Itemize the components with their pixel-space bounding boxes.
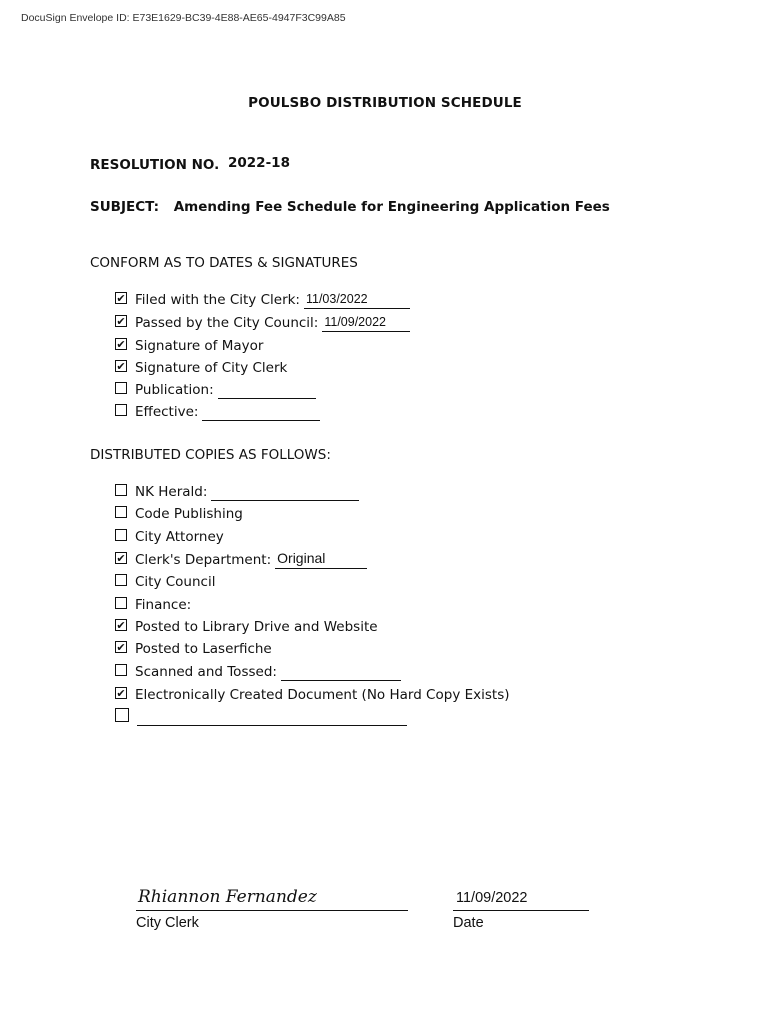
checkbox-publication[interactable]: [115, 382, 127, 394]
dist-item-electronic-document: [115, 685, 510, 705]
conform-item-label: Passed by the City Council:: [135, 315, 319, 331]
conform-item-passed: [115, 313, 410, 333]
dist-item-label: Electronically Created Document (No Hard Copy Exists): [135, 687, 510, 703]
conform-item-effective: [115, 402, 320, 422]
check-mark-icon: ✔: [116, 337, 126, 351]
check-mark-icon: ✔: [116, 314, 126, 328]
filed-date-field[interactable]: [304, 291, 410, 309]
conform-heading: CONFORM AS TO DATES & SIGNATURES: [90, 255, 358, 271]
dist-item-city-attorney: [115, 527, 224, 547]
distributed-heading: DISTRIBUTED COPIES AS FOLLOWS:: [90, 447, 331, 463]
clerk-signature: Rhiannon Fernandez: [138, 887, 317, 907]
checkbox-clerks-department[interactable]: [115, 552, 127, 564]
dist-item-library-drive: [115, 617, 378, 637]
checkbox-finance[interactable]: [115, 597, 127, 609]
resolution-label: RESOLUTION NO.: [90, 157, 220, 173]
date-line: [453, 910, 589, 911]
checkbox-code-publishing[interactable]: [115, 506, 127, 518]
conform-item-clerk-signature: [115, 358, 287, 378]
clerks-department-field[interactable]: [275, 551, 367, 569]
checkbox-other[interactable]: [115, 708, 129, 722]
conform-item-publication: [115, 380, 316, 400]
check-mark-icon: ✔: [116, 640, 126, 654]
dist-item-label: Code Publishing: [135, 506, 243, 522]
dist-item-code-publishing: [115, 504, 243, 524]
checkbox-city-council[interactable]: [115, 574, 127, 586]
checkbox-mayor[interactable]: [115, 338, 127, 350]
check-mark-icon: ✔: [116, 551, 126, 565]
dist-item-label: NK Herald:: [135, 484, 208, 500]
dist-item-label: Scanned and Tossed:: [135, 664, 277, 680]
dist-item-other: [115, 707, 407, 727]
scanned-tossed-field[interactable]: [281, 663, 401, 681]
dist-item-scanned-tossed: [115, 662, 401, 682]
check-mark-icon: ✔: [116, 359, 126, 373]
docusign-envelope-id: DocuSign Envelope ID: E73E1629-BC39-4E88-AE65-4947F3C99A85: [21, 12, 346, 24]
checkbox-city-attorney[interactable]: [115, 529, 127, 541]
signature-line: [136, 910, 408, 911]
publication-field[interactable]: [218, 381, 316, 399]
checkbox-nk-herald[interactable]: [115, 484, 127, 496]
date-label: Date: [453, 915, 484, 931]
checkbox-passed[interactable]: [115, 315, 127, 327]
checkbox-electronic-document[interactable]: [115, 687, 127, 699]
conform-item-label: Signature of City Clerk: [135, 360, 288, 376]
checkbox-filed[interactable]: [115, 292, 127, 304]
dist-item-nk-herald: [115, 482, 359, 502]
checkbox-laserfiche[interactable]: [115, 641, 127, 653]
resolution-number: 2022-18: [228, 155, 290, 171]
dist-item-laserfiche: [115, 639, 272, 659]
dist-item-label: City Council: [135, 574, 216, 590]
conform-item-label: Signature of Mayor: [135, 338, 264, 354]
effective-field[interactable]: [202, 403, 320, 421]
conform-item-filed: [115, 290, 410, 310]
checkbox-library-drive[interactable]: [115, 619, 127, 631]
checkbox-scanned-tossed[interactable]: [115, 664, 127, 676]
subject-label: SUBJECT:: [90, 199, 159, 215]
dist-item-city-council: [115, 572, 215, 592]
other-field[interactable]: [137, 708, 407, 726]
passed-date-value: 11/09/2022: [324, 315, 386, 329]
signature-date-value: 11/09/2022: [456, 890, 528, 906]
dist-item-label: Clerk's Department:: [135, 552, 272, 568]
conform-item-label: Effective:: [135, 404, 199, 420]
subject-row: [90, 199, 610, 215]
clerks-department-value: Original: [277, 550, 326, 566]
dist-item-label: Posted to Library Drive and Website: [135, 619, 378, 635]
check-mark-icon: ✔: [116, 291, 126, 305]
dist-item-label: City Attorney: [135, 529, 224, 545]
dist-item-label: Posted to Laserfiche: [135, 641, 272, 657]
dist-item-clerks-department: [115, 550, 367, 570]
checkbox-effective[interactable]: [115, 404, 127, 416]
conform-item-mayor: [115, 336, 263, 356]
resolution-row: [90, 155, 290, 173]
passed-date-field[interactable]: [322, 314, 410, 332]
check-mark-icon: ✔: [116, 686, 126, 700]
dist-item-finance: [115, 595, 191, 615]
dist-item-label: Finance:: [135, 597, 192, 613]
checkbox-clerk-signature[interactable]: [115, 360, 127, 372]
check-mark-icon: ✔: [116, 618, 126, 632]
nk-herald-field[interactable]: [211, 483, 359, 501]
subject-text: Amending Fee Schedule for Engineering Application Fees: [173, 199, 610, 215]
signer-label: City Clerk: [136, 915, 199, 931]
document-title: POULSBO DISTRIBUTION SCHEDULE: [248, 95, 522, 111]
filed-date-value: 11/03/2022: [305, 292, 368, 306]
conform-item-label: Filed with the City Clerk:: [135, 292, 300, 308]
conform-item-label: Publication:: [135, 382, 214, 398]
